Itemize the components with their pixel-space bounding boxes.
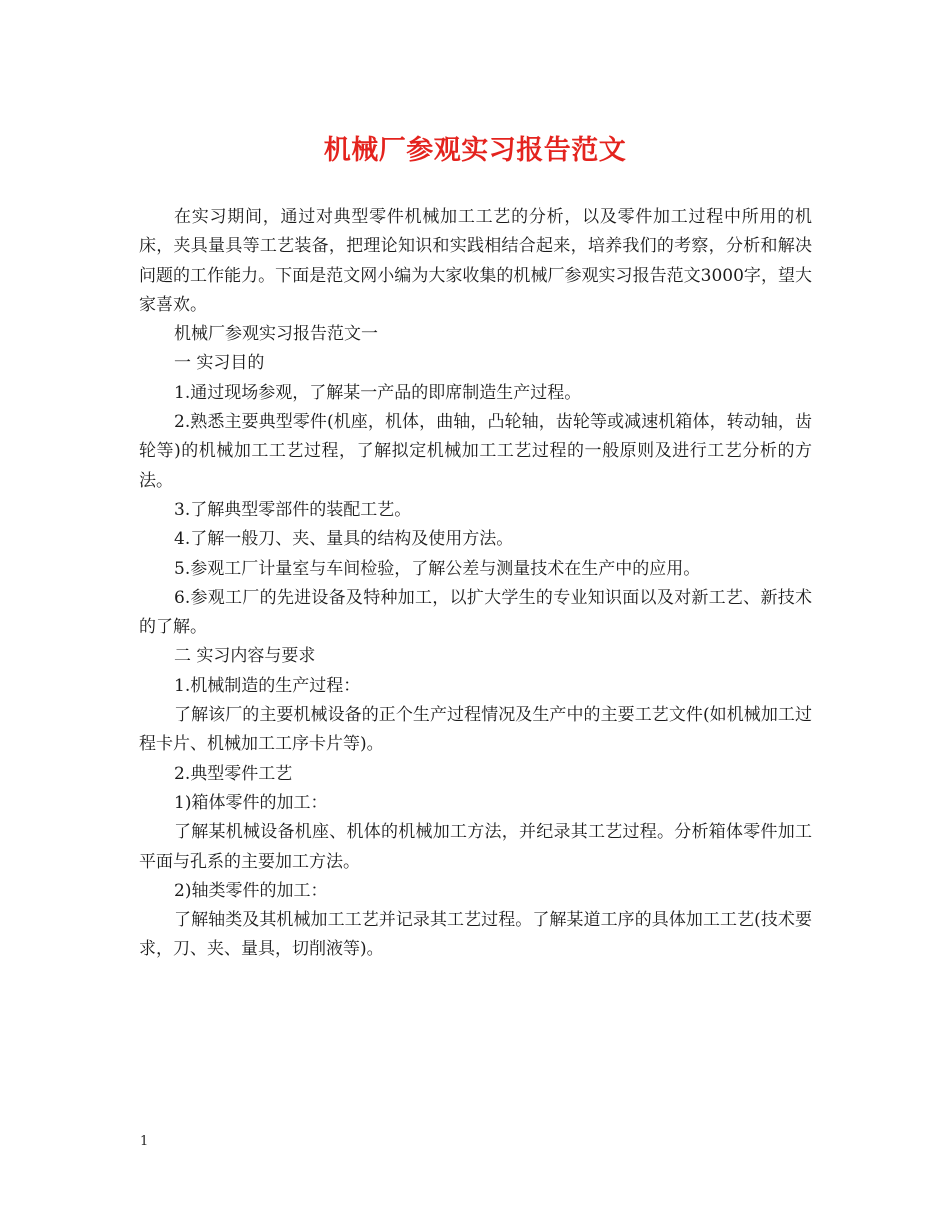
paragraph-content-2-heading: 2.典型零件工艺 — [174, 763, 293, 784]
page-number: 1 — [140, 1134, 149, 1149]
paragraph-box-parts-body: 了解某机械设备机座、机体的机械加工方法，并纪录其工艺过程。分析箱体零件加工平面与孔系的主要加工方法。 — [139, 822, 812, 872]
paragraph-purpose-1: 1.通过现场参观，了解某一产品的即席制造生产过程。 — [174, 382, 582, 403]
paragraph-intro: 在实习期间，通过对典型零件机械加工工艺的分析，以及零件加工过程中所用的机床，夹具量具等工艺装备，把理论知识和实践相结合起来，培养我们的考察，分析和解决问题的工作能力。下面是范文网小编为大家收集的机械厂参观实习报告范文3000字，望大家喜欢。 — [139, 207, 812, 315]
paragraph-shaft-parts-heading: 2)轴类零件的加工： — [174, 880, 328, 901]
paragraph-purpose-3: 3.了解典型零部件的装配工艺。 — [174, 499, 412, 520]
paragraph-purpose-heading: 一 实习目的 — [174, 353, 265, 374]
paragraph-purpose-5: 5.参观工厂计量室与车间检验，了解公差与测量技术在生产中的应用。 — [174, 558, 701, 579]
paragraph-content-1-body: 了解该厂的主要机械设备的正个生产过程情况及生产中的主要工艺文件(如机械加工过程卡片、机械加工工序卡片等)。 — [139, 705, 812, 755]
paragraph-section-heading-1: 机械厂参观实习报告范文一 — [174, 324, 378, 345]
paragraph-purpose-4: 4.了解一般刀、夹、量具的结构及使用方法。 — [174, 529, 514, 550]
paragraph-shaft-parts-body: 了解轴类及其机械加工工艺并记录其工艺过程。了解某道工序的具体加工工艺(技术要求，刀、夹、量具，切削液等)。 — [139, 910, 812, 960]
paragraph-purpose-2: 2.熟悉主要典型零件(机座，机体，曲轴，凸轮轴，齿轮等或减速机箱体，转动轴，齿轮等)的机械加工工艺过程，了解拟定机械加工工艺过程的一般原则及进行工艺分析的方法。 — [139, 412, 812, 491]
document-body — [139, 203, 812, 965]
paragraph-content-heading: 二 实习内容与要求 — [174, 646, 316, 667]
document-title: 机械厂参观实习报告范文 — [323, 135, 627, 166]
paragraph-purpose-6: 6.参观工厂的先进设备及特种加工，以扩大学生的专业知识面以及对新工艺、新技术的了解。 — [139, 587, 812, 638]
paragraph-box-parts-heading: 1)箱体零件的加工： — [174, 792, 328, 813]
paragraph-content-1-heading: 1.机械制造的生产过程： — [174, 675, 361, 696]
